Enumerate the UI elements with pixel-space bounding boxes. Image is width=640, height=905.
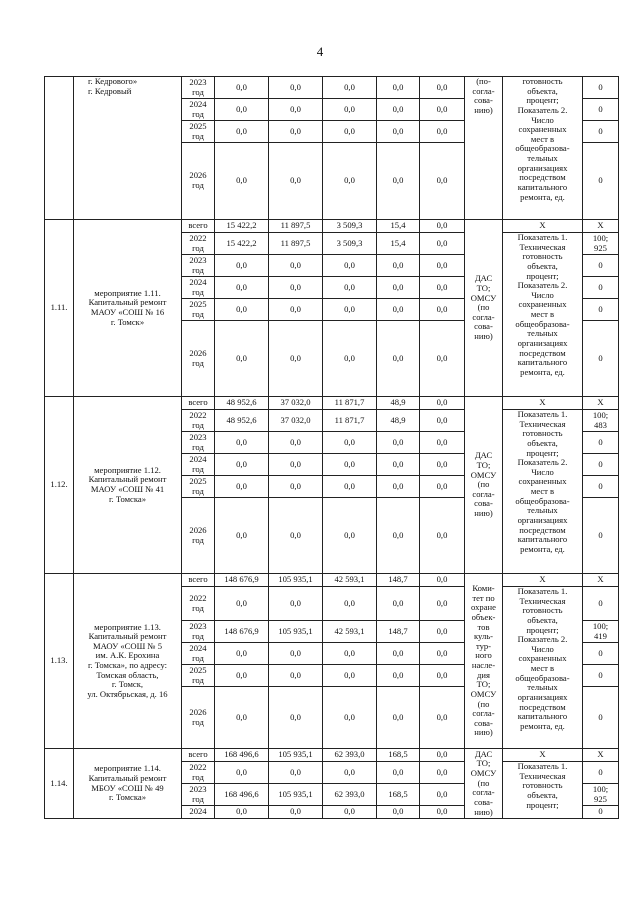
table-body: [45, 77, 619, 819]
value-cell: 42 593,1: [323, 574, 377, 587]
value-cell: 0,0: [323, 99, 377, 121]
value-cell: 0,0: [323, 806, 377, 819]
measure-name: мероприятие 1.14. Капитальный ремонт МБОУ «СОШ № 49 г. Томска»: [74, 749, 182, 819]
value-cell: 0,0: [377, 255, 420, 277]
indicator-value: 0: [583, 432, 619, 454]
value-cell: 48,9: [377, 410, 420, 432]
year-cell: 2023 год: [182, 255, 215, 277]
value-cell: 0,0: [323, 321, 377, 397]
indicator-value: X: [583, 574, 619, 587]
value-cell: 168 496,6: [215, 784, 269, 806]
table-row-total: [45, 749, 619, 762]
value-cell: 0,0: [215, 143, 269, 220]
year-cell: всего: [182, 220, 215, 233]
value-cell: 0,0: [215, 806, 269, 819]
value-cell: 37 032,0: [269, 410, 323, 432]
value-cell: 0,0: [420, 432, 465, 454]
value-cell: 0,0: [420, 665, 465, 687]
year-cell: 2025 год: [182, 476, 215, 498]
value-cell: 15 422,2: [215, 220, 269, 233]
indicator-value: 100; 925: [583, 233, 619, 255]
value-cell: 0,0: [420, 643, 465, 665]
value-cell: 0,0: [420, 299, 465, 321]
value-cell: 0,0: [420, 749, 465, 762]
indicator-text: Показатель 1. Техническая готовность объекта, процент; Показатель 2. Число сохраненных мест в общеобразова- тельных организациях посредством капитального ремонта, ед.: [503, 587, 583, 749]
indicator-value: 0: [583, 454, 619, 476]
value-cell: 148,7: [377, 621, 420, 643]
value-cell: 0,0: [377, 587, 420, 621]
year-cell: 2023 год: [182, 432, 215, 454]
table-row: [45, 77, 619, 99]
value-cell: 0,0: [377, 665, 420, 687]
responsible-cell: ДАС ТО; ОМСУ (по согла- сова- нию): [465, 220, 503, 397]
year-cell: 2026 год: [182, 321, 215, 397]
indicator-value: 0: [583, 121, 619, 143]
value-cell: 0,0: [420, 220, 465, 233]
year-cell: 2026 год: [182, 143, 215, 220]
value-cell: 0,0: [215, 277, 269, 299]
value-cell: 0,0: [420, 233, 465, 255]
value-cell: 0,0: [215, 587, 269, 621]
value-cell: 0,0: [420, 321, 465, 397]
value-cell: 168,5: [377, 749, 420, 762]
value-cell: 105 935,1: [269, 621, 323, 643]
year-cell: 2024 год: [182, 99, 215, 121]
indicator-text: Показатель 1. Техническая готовность объекта, процент; Показатель 2. Число сохраненных мест в общеобразова- тельных организациях посредством капитального ремонта, ед.: [503, 410, 583, 574]
value-cell: 0,0: [377, 299, 420, 321]
value-cell: 48,9: [377, 397, 420, 410]
value-cell: 0,0: [215, 99, 269, 121]
year-cell: 2025 год: [182, 299, 215, 321]
indicator-value: 0: [583, 99, 619, 121]
page-number: 4: [316, 44, 324, 59]
value-cell: 0,0: [215, 121, 269, 143]
value-cell: 0,0: [269, 77, 323, 99]
value-cell: 0,0: [215, 299, 269, 321]
row-number: 1.13.: [45, 574, 74, 749]
year-cell: 2025 год: [182, 121, 215, 143]
value-cell: 0,0: [269, 255, 323, 277]
indicator-value: 0: [583, 299, 619, 321]
indicator-value: 0: [583, 277, 619, 299]
value-cell: 0,0: [269, 806, 323, 819]
value-cell: 0,0: [269, 299, 323, 321]
year-cell: 2023 год: [182, 784, 215, 806]
row-number: [45, 77, 74, 220]
value-cell: 105 935,1: [269, 749, 323, 762]
measure-name: мероприятие 1.13. Капитальный ремонт МАОУ «СОШ № 5 им. А.К. Ерохина г. Томска», по адресу: Томская область, г. Томск, ул. Октябрьская, д. 16: [74, 574, 182, 749]
value-cell: 0,0: [323, 432, 377, 454]
indicator-value: 0: [583, 806, 619, 819]
measure-name: мероприятие 1.12. Капитальный ремонт МАОУ «СОШ № 41 г. Томска»: [74, 397, 182, 574]
year-cell: 2022 год: [182, 410, 215, 432]
indicator-cell: X: [503, 574, 583, 587]
value-cell: 0,0: [323, 687, 377, 749]
value-cell: 148 676,9: [215, 621, 269, 643]
indicator-value: 0: [583, 587, 619, 621]
value-cell: 15,4: [377, 233, 420, 255]
value-cell: 0,0: [215, 643, 269, 665]
value-cell: 0,0: [377, 454, 420, 476]
indicator-value: 0: [583, 643, 619, 665]
indicator-cell: X: [503, 397, 583, 410]
value-cell: 15,4: [377, 220, 420, 233]
value-cell: 0,0: [420, 77, 465, 99]
value-cell: 0,0: [323, 498, 377, 574]
responsible-cell: Коми- тет по охране объек- тов куль- тур- ного насле- дия ТО; ОМСУ (по согла- сова- нию): [465, 574, 503, 749]
value-cell: 0,0: [420, 587, 465, 621]
indicator-value: 0: [583, 665, 619, 687]
value-cell: 0,0: [269, 454, 323, 476]
year-cell: всего: [182, 749, 215, 762]
value-cell: 0,0: [323, 255, 377, 277]
indicator-value: 100; 925: [583, 784, 619, 806]
year-cell: 2025 год: [182, 665, 215, 687]
value-cell: 105 935,1: [269, 574, 323, 587]
value-cell: 0,0: [323, 277, 377, 299]
indicator-value: 0: [583, 762, 619, 784]
value-cell: 0,0: [420, 454, 465, 476]
row-number: 1.11.: [45, 220, 74, 397]
indicator-text: готовность объекта, процент; Показатель 2. Число сохраненных мест в общеобразова- тельных организациях посредством капитального ремонта, ед.: [503, 77, 583, 220]
value-cell: 0,0: [377, 762, 420, 784]
value-cell: 0,0: [323, 665, 377, 687]
row-number: 1.14.: [45, 749, 74, 819]
indicator-cell: X: [503, 749, 583, 762]
value-cell: 0,0: [377, 476, 420, 498]
value-cell: 0,0: [377, 498, 420, 574]
year-cell: 2024 год: [182, 643, 215, 665]
value-cell: 0,0: [323, 143, 377, 220]
value-cell: 62 393,0: [323, 784, 377, 806]
value-cell: 0,0: [323, 299, 377, 321]
value-cell: 0,0: [269, 321, 323, 397]
value-cell: 0,0: [269, 277, 323, 299]
value-cell: 0,0: [377, 77, 420, 99]
value-cell: 42 593,1: [323, 621, 377, 643]
indicator-value: X: [583, 220, 619, 233]
value-cell: 0,0: [215, 255, 269, 277]
responsible-cell: ДАС ТО; ОМСУ (по согла- сова- нию): [465, 749, 503, 819]
value-cell: 0,0: [323, 77, 377, 99]
value-cell: 48 952,6: [215, 410, 269, 432]
indicator-value: 0: [583, 255, 619, 277]
value-cell: 168 496,6: [215, 749, 269, 762]
indicator-value: X: [583, 749, 619, 762]
value-cell: 0,0: [420, 621, 465, 643]
value-cell: 0,0: [323, 121, 377, 143]
value-cell: 0,0: [420, 687, 465, 749]
table-row-total: [45, 220, 619, 233]
year-cell: 2022 год: [182, 233, 215, 255]
value-cell: 0,0: [323, 643, 377, 665]
value-cell: 37 032,0: [269, 397, 323, 410]
value-cell: 0,0: [420, 574, 465, 587]
value-cell: 0,0: [377, 143, 420, 220]
value-cell: 0,0: [420, 277, 465, 299]
value-cell: 0,0: [215, 498, 269, 574]
table-row-total: [45, 574, 619, 587]
value-cell: 0,0: [377, 643, 420, 665]
value-cell: 0,0: [377, 321, 420, 397]
value-cell: 0,0: [420, 410, 465, 432]
value-cell: 0,0: [215, 321, 269, 397]
value-cell: 0,0: [420, 476, 465, 498]
value-cell: 0,0: [420, 143, 465, 220]
responsible-cell: (по- согла- сова- нию): [465, 77, 503, 220]
year-cell: 2023 год: [182, 77, 215, 99]
value-cell: 0,0: [269, 587, 323, 621]
value-cell: 11 897,5: [269, 233, 323, 255]
value-cell: 11 897,5: [269, 220, 323, 233]
year-cell: 2023 год: [182, 621, 215, 643]
indicator-value: 100; 419: [583, 621, 619, 643]
measure-name: мероприятие 1.11. Капитальный ремонт МАОУ «СОШ № 16 г. Томск»: [74, 220, 182, 397]
value-cell: 0,0: [269, 665, 323, 687]
value-cell: 0,0: [269, 687, 323, 749]
value-cell: 0,0: [215, 762, 269, 784]
value-cell: 148,7: [377, 574, 420, 587]
value-cell: 0,0: [269, 476, 323, 498]
responsible-cell: ДАС ТО; ОМСУ (по согла- сова- нию): [465, 397, 503, 574]
indicator-value: X: [583, 397, 619, 410]
year-cell: 2024 год: [182, 454, 215, 476]
value-cell: 168,5: [377, 784, 420, 806]
value-cell: 0,0: [269, 99, 323, 121]
value-cell: 62 393,0: [323, 749, 377, 762]
row-number: 1.12.: [45, 397, 74, 574]
value-cell: 11 871,7: [323, 397, 377, 410]
value-cell: 3 509,3: [323, 233, 377, 255]
value-cell: 0,0: [269, 143, 323, 220]
value-cell: 0,0: [323, 454, 377, 476]
value-cell: 0,0: [377, 121, 420, 143]
program-table: [44, 76, 619, 819]
indicator-value: 0: [583, 143, 619, 220]
value-cell: 0,0: [215, 665, 269, 687]
value-cell: 0,0: [269, 121, 323, 143]
table-row-total: [45, 397, 619, 410]
value-cell: 0,0: [420, 99, 465, 121]
value-cell: 0,0: [215, 432, 269, 454]
value-cell: 0,0: [377, 687, 420, 749]
value-cell: 0,0: [323, 762, 377, 784]
value-cell: 0,0: [377, 806, 420, 819]
value-cell: 0,0: [420, 121, 465, 143]
indicator-value: 0: [583, 476, 619, 498]
value-cell: 0,0: [269, 498, 323, 574]
year-cell: всего: [182, 574, 215, 587]
year-cell: 2024 год: [182, 277, 215, 299]
indicator-text: Показатель 1. Техническая готовность объекта, процент;: [503, 762, 583, 819]
value-cell: 0,0: [377, 432, 420, 454]
year-cell: 2022 год: [182, 587, 215, 621]
value-cell: 0,0: [420, 397, 465, 410]
year-cell: 2026 год: [182, 498, 215, 574]
value-cell: 148 676,9: [215, 574, 269, 587]
value-cell: 0,0: [420, 784, 465, 806]
measure-name: г. Кедрового» г. Кедровый: [74, 77, 182, 220]
value-cell: 0,0: [420, 762, 465, 784]
indicator-text: Показатель 1. Техническая готовность объекта, процент; Показатель 2. Число сохраненных мест в общеобразова- тельных организациях посредством капитального ремонта, ед.: [503, 233, 583, 397]
year-cell: 2026 год: [182, 687, 215, 749]
value-cell: 0,0: [215, 77, 269, 99]
value-cell: 0,0: [377, 277, 420, 299]
value-cell: 0,0: [269, 643, 323, 665]
value-cell: 3 509,3: [323, 220, 377, 233]
value-cell: 0,0: [215, 687, 269, 749]
year-cell: 2022 год: [182, 762, 215, 784]
value-cell: 0,0: [323, 476, 377, 498]
indicator-cell: X: [503, 220, 583, 233]
value-cell: 0,0: [420, 498, 465, 574]
indicator-value: 0: [583, 498, 619, 574]
value-cell: 48 952,6: [215, 397, 269, 410]
value-cell: 0,0: [420, 255, 465, 277]
value-cell: 0,0: [323, 587, 377, 621]
value-cell: 15 422,2: [215, 233, 269, 255]
indicator-value: 0: [583, 77, 619, 99]
year-cell: 2024: [182, 806, 215, 819]
value-cell: 105 935,1: [269, 784, 323, 806]
indicator-value: 0: [583, 321, 619, 397]
year-cell: всего: [182, 397, 215, 410]
indicator-value: 0: [583, 687, 619, 749]
value-cell: 0,0: [215, 454, 269, 476]
indicator-value: 100; 483: [583, 410, 619, 432]
value-cell: 0,0: [377, 99, 420, 121]
value-cell: 11 871,7: [323, 410, 377, 432]
value-cell: 0,0: [269, 762, 323, 784]
value-cell: 0,0: [215, 476, 269, 498]
value-cell: 0,0: [420, 806, 465, 819]
value-cell: 0,0: [269, 432, 323, 454]
